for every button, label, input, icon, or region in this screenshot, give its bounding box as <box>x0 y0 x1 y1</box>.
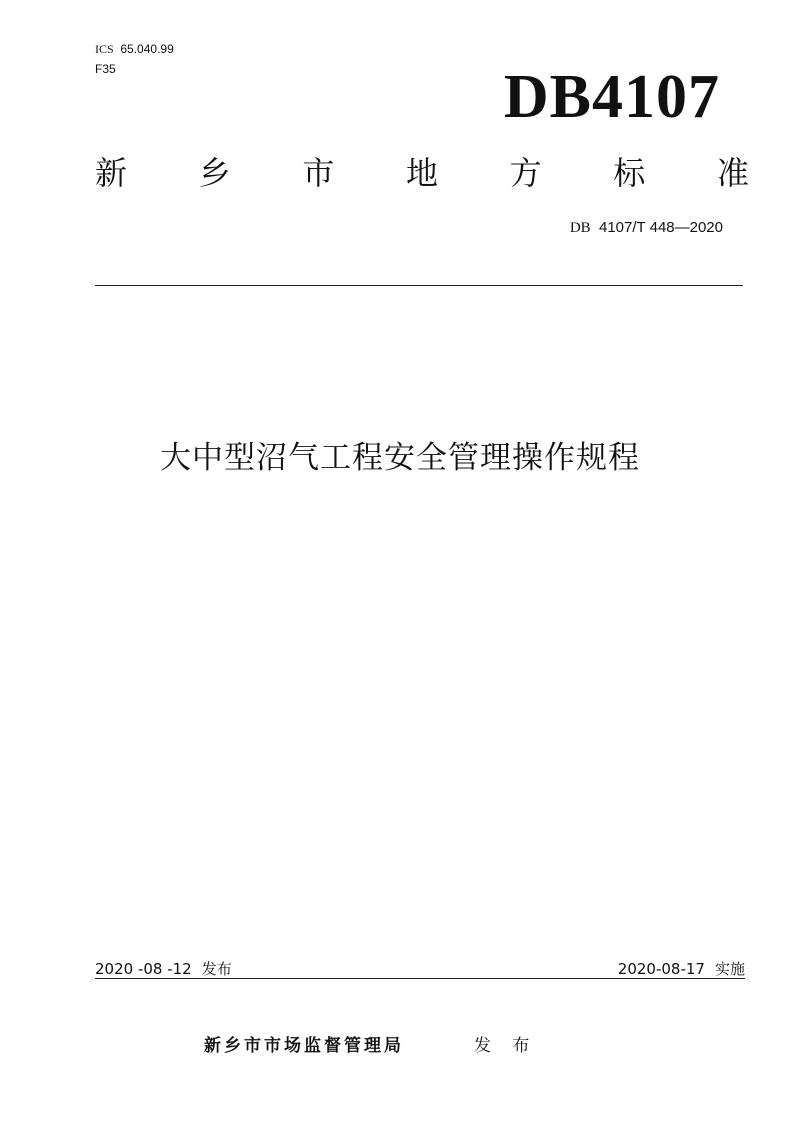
publish-word: 发 布 <box>474 1036 538 1056</box>
standard-number-value: 4107/T 448—2020 <box>599 219 723 236</box>
standard-type-char: 标 <box>613 154 646 192</box>
standard-type-char: 市 <box>302 154 335 192</box>
bottom-divider <box>95 978 745 979</box>
implementation-date: 2020-08-17 <box>617 960 705 978</box>
document-title: 大中型沼气工程安全管理操作规程 <box>160 440 640 476</box>
implementation-date-block <box>618 958 745 979</box>
db-mark: DB4107 <box>503 63 720 131</box>
issue-word: 发布 <box>201 960 232 978</box>
standard-type-char: 地 <box>405 154 438 192</box>
issue-date-block <box>95 958 232 979</box>
standard-type-char: 准 <box>716 154 749 192</box>
implementation-word: 实施 <box>714 960 745 978</box>
standard-type <box>95 156 749 191</box>
issuer: 新乡市市场监督管理局 <box>204 1036 404 1056</box>
issue-date: 2020 -08 -12 <box>95 960 192 978</box>
ics-number: 65.040.99 <box>120 42 174 56</box>
issuer-line <box>204 1031 537 1056</box>
standard-type-char: 新 <box>95 154 128 192</box>
ics-code <box>95 42 174 57</box>
standard-number-prefix: DB <box>569 220 591 236</box>
classification-code: F35 <box>95 62 116 76</box>
standard-number <box>570 219 723 237</box>
standard-type-char: 乡 <box>198 154 231 192</box>
standard-type-char: 方 <box>509 154 542 192</box>
ics-label: ICS <box>95 42 114 56</box>
top-divider <box>95 285 743 286</box>
